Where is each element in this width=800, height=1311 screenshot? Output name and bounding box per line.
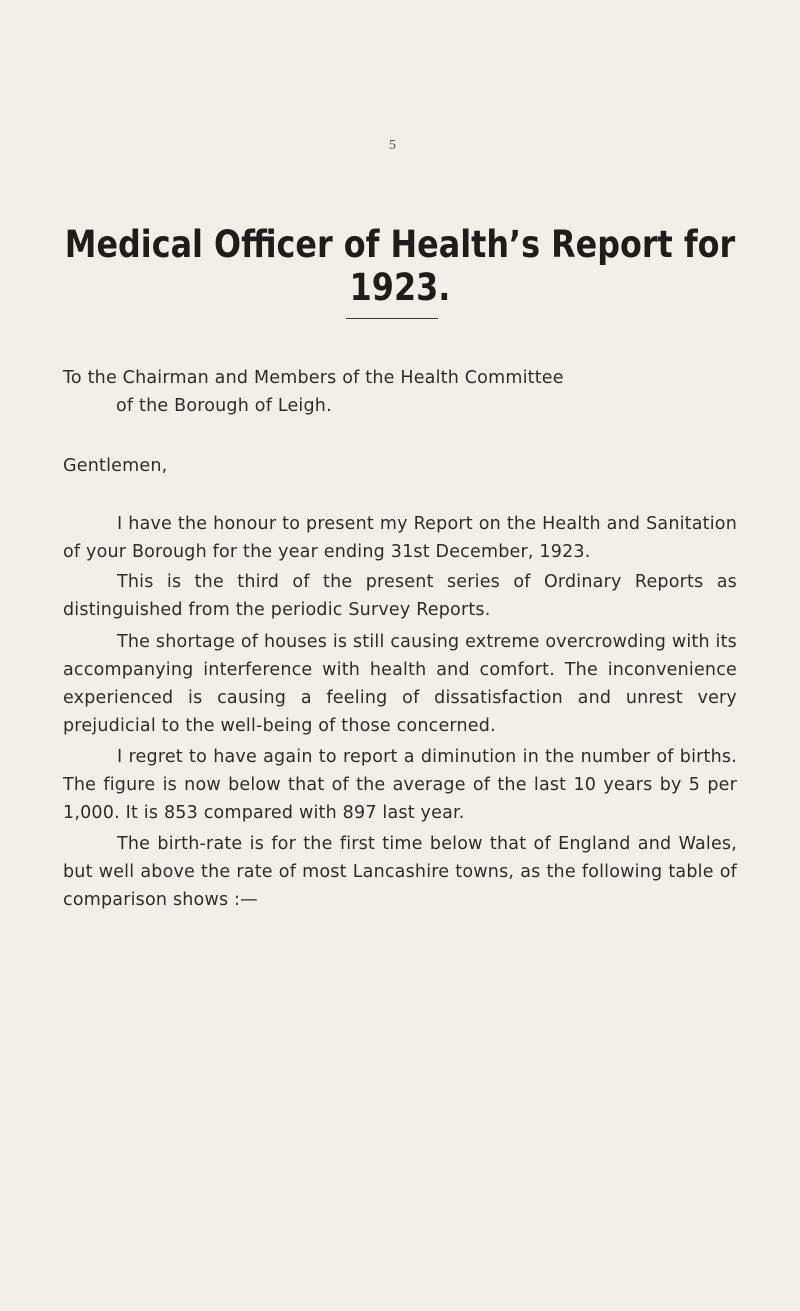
page-number: 5 — [389, 138, 396, 153]
greeting: Gentlemen, — [63, 456, 168, 476]
address-line-1: To the Chairman and Members of the Health Committee — [63, 368, 564, 388]
address-line-2: of the Borough of Leigh. — [116, 396, 332, 416]
title-divider — [346, 318, 438, 319]
paragraph-report-presentation: I have the honour to present my Report on the Health and Sanitation of your Borough for the year ending 31st December, 1923. — [63, 514, 737, 562]
paragraph-report-series: This is the third of the present series of Ordinary Reports as distinguished from the periodic Survey Reports. — [63, 572, 737, 620]
paragraph-housing-shortage: The shortage of houses is still causing extreme overcrowding with its accompanying interference with health and comfort. The inconvenience experienced is causing a feeling of dissatisfaction and unrest very prejudicial to the well-being of those concerned. — [63, 632, 737, 736]
report-title: Medical Officer of Health’s Report for 1923. — [64, 223, 736, 309]
paragraph-birth-rate-comparison: The birth-rate is for the first time below that of England and Wales, but well above the rate of most Lancashire towns, as the following table of comparison shows :— — [63, 834, 737, 910]
paragraph-births-diminution: I regret to have again to report a diminution in the number of births. The figure is now below that of the average of the last 10 years by 5 per 1,000. It is 853 compared with 897 last year. — [63, 747, 737, 823]
